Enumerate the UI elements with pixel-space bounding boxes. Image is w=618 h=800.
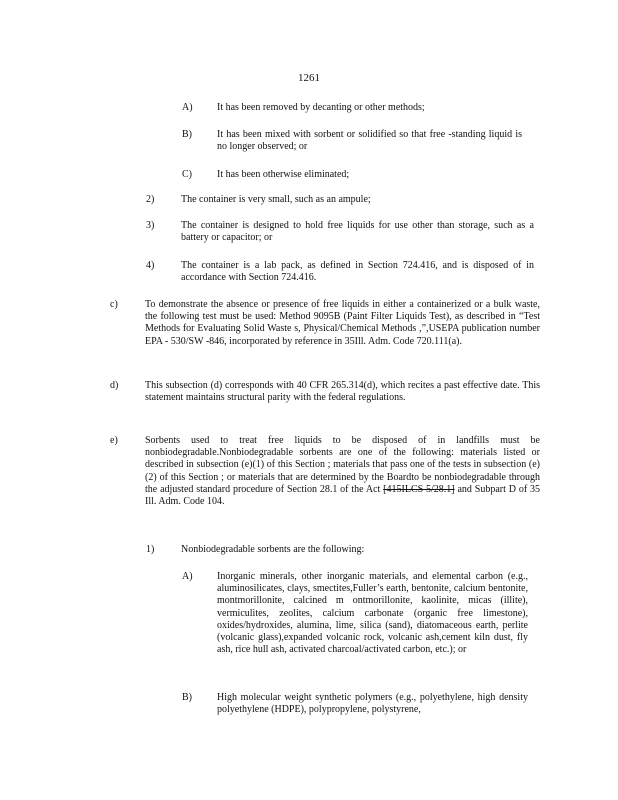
item-text: The container is very small, such as an ampule; xyxy=(181,194,371,205)
item-label: B) xyxy=(182,692,192,703)
struck-citation: [415ILCS 5/28.1] xyxy=(383,483,455,495)
page-number: 1261 xyxy=(298,72,320,84)
text-after: and Subpart D of 35 Ill. Adm. Code 104. xyxy=(145,483,540,508)
item-label: A) xyxy=(182,102,193,113)
item-label: 2) xyxy=(146,194,155,205)
item-label: 3) xyxy=(146,220,155,231)
item-label: A) xyxy=(182,571,193,582)
item-text: Nonbiodegradable sorbents are the following: xyxy=(181,544,365,555)
item-text: It has been otherwise eliminated; xyxy=(217,169,350,180)
item-label: 1) xyxy=(146,544,155,555)
subsection-text: This subsection (d) corresponds with 40 CFR 265.314(d), which recites a past effective date. This statement maintains structural parity with the federal regulations. xyxy=(145,380,540,404)
subsection-text: To demonstrate the absence or presence of free liquids in either a containerized or a bulk waste, the following test must be used: Method 9095B (Paint Filter Liquids Test), as described in “Test Methods for Evaluating Solid Waste s, Physical/Chemical Methods ,”,USEPA publication number EPA - 530/SW -846, incorporated by reference in 35Ill. Adm. Code 720.111(a). xyxy=(145,299,540,347)
item-text: It has been mixed with sorbent or solidified so that free -standing liquid is no longer observed; or xyxy=(217,129,522,153)
item-text: Inorganic minerals, other inorganic materials, and elemental carbon (e.g., aluminosilicates, clays, smectites,Fuller’s earth, bentonite, calcium bentonite, montmorillonite, calcined m ontmorillonite, kaolinite, micas (illite), vermiculites, zeolites, calcium carbonate (organic free limestone), oxides/hydroxides, alumina, lime, silica (sand), diatomaceous earth, perlite (volcanic glass),expanded volcanic rock, volcanic ash,cement kiln dust, fly ash, rice hull ash, activated charcoal/activated carbon, etc.); or xyxy=(217,571,528,656)
item-text: The container is designed to hold free liquids for use other than storage, such as a battery or capacitor; or xyxy=(181,220,534,244)
item-label: 4) xyxy=(146,260,155,271)
item-text: The container is a lab pack, as defined in Section 724.416, and is disposed of in accordance with Section 724.416. xyxy=(181,260,534,284)
item-label: B) xyxy=(182,129,192,140)
item-label: C) xyxy=(182,169,192,180)
item-text: High molecular weight synthetic polymers (e.g., polyethylene, high density polyethylene (HDPE), polypropylene, polystyrene, xyxy=(217,692,528,716)
text-before: Sorbents used to treat free liquids to be disposed of in landfills must be nonbiodegradable.Nonbiodegradable sorbents are one of the following: materials listed or described in subsection (e)(1) of this Section ; materials that pass one of the tests in subsection (e)(2) of this Section ; or materials that are determined by the Boardto be nonbiodegradable through the adjusted standard procedure of Section 28.1 of the Act xyxy=(145,435,540,495)
subsection-text xyxy=(145,435,540,508)
item-text: It has been removed by decanting or other methods; xyxy=(217,102,425,113)
subsection-label: e) xyxy=(110,435,118,446)
subsection-label: d) xyxy=(110,380,119,391)
subsection-label: c) xyxy=(110,299,118,310)
